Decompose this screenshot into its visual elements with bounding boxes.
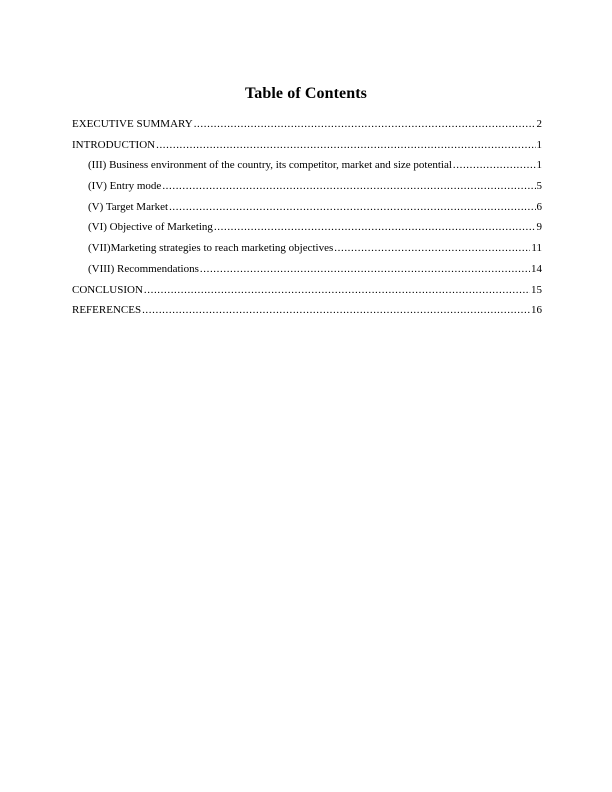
toc-entry-label: INTRODUCTION bbox=[72, 138, 156, 151]
toc-entry-label: CONCLUSION bbox=[72, 283, 143, 296]
toc-page-number: 11 bbox=[531, 242, 542, 255]
dot-leader bbox=[162, 179, 535, 193]
dot-leader bbox=[334, 241, 530, 255]
dot-leader bbox=[194, 117, 536, 131]
toc-entry-label: (VIII) Recommendations bbox=[88, 262, 199, 275]
page-title: Table of Contents bbox=[244, 85, 367, 102]
toc-entry-label: (III) Business environment of the country, its competitor, market and size potential bbox=[88, 159, 452, 172]
toc-page-number: 14 bbox=[531, 262, 542, 275]
dot-leader bbox=[200, 262, 530, 276]
toc-entry-label: (VI) Objective of Marketing bbox=[88, 221, 213, 234]
toc-entry-label: (IV) Entry mode bbox=[88, 180, 162, 193]
toc-entry-introduction[interactable] bbox=[72, 138, 542, 159]
toc-entry-label: (VII)Marketing strategies to reach marketing objectives bbox=[88, 242, 334, 255]
toc-entry-label: EXECUTIVE SUMMARY bbox=[72, 118, 193, 130]
dot-leader bbox=[156, 138, 535, 152]
toc-entry-references[interactable] bbox=[72, 303, 542, 324]
toc-page-number: 5 bbox=[536, 180, 542, 193]
toc-entry-executive-summary[interactable] bbox=[72, 117, 542, 138]
toc-page-number: 16 bbox=[531, 304, 542, 317]
dot-leader bbox=[142, 303, 530, 317]
table-of-contents bbox=[72, 117, 542, 324]
toc-entry-marketing-strategies[interactable] bbox=[88, 241, 542, 262]
toc-page-number: 15 bbox=[531, 283, 542, 296]
toc-entry-business-environment[interactable] bbox=[88, 158, 542, 179]
toc-page-number: 1 bbox=[536, 138, 542, 151]
toc-page-number: 6 bbox=[536, 200, 542, 213]
toc-entry-label: REFERENCES bbox=[72, 304, 142, 317]
toc-entry-target-market[interactable] bbox=[88, 200, 542, 221]
toc-entry-entry-mode[interactable] bbox=[88, 179, 542, 200]
dot-leader bbox=[453, 158, 536, 172]
dot-leader bbox=[169, 200, 535, 214]
toc-page-number: 2 bbox=[536, 118, 542, 130]
toc-page-number: 9 bbox=[536, 221, 542, 234]
toc-entry-recommendations[interactable] bbox=[88, 262, 542, 283]
toc-entry-objective-of-marketing[interactable] bbox=[88, 220, 542, 241]
dot-leader bbox=[144, 283, 530, 297]
toc-page-number: 1 bbox=[536, 159, 542, 172]
dot-leader bbox=[214, 220, 536, 234]
toc-entry-conclusion[interactable] bbox=[72, 283, 542, 304]
toc-entry-label: (V) Target Market bbox=[88, 200, 169, 213]
